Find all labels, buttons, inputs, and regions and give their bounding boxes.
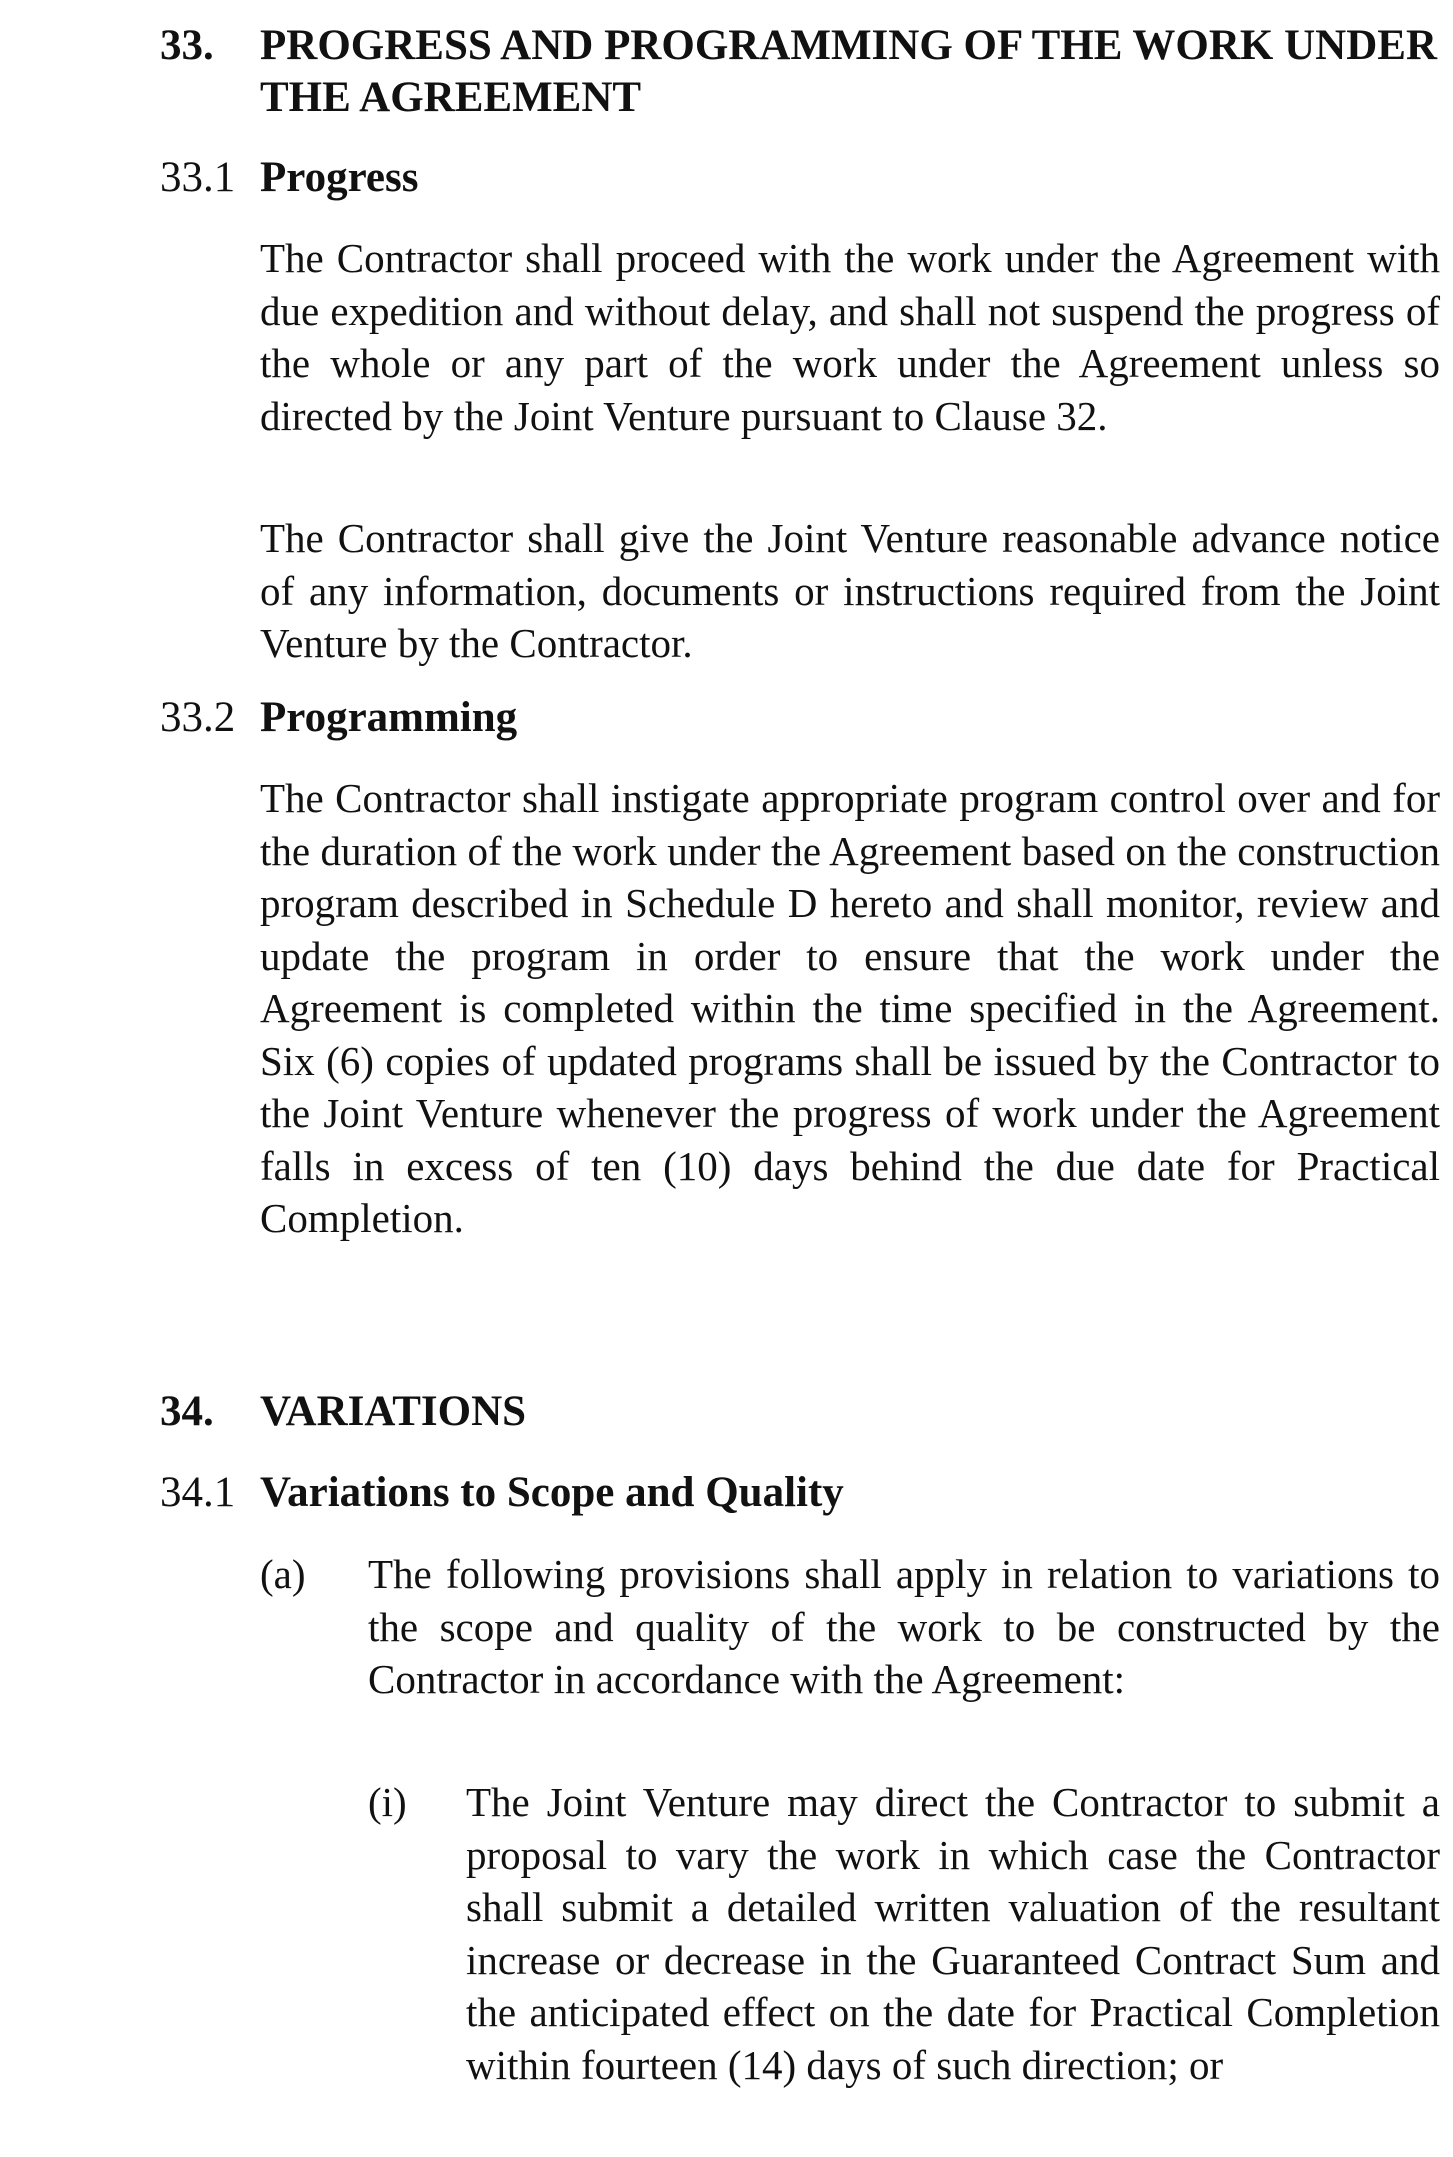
section-33-title: PROGRESS AND PROGRAMMING OF THE WORK UNDER THE AGREEMENT — [260, 22, 1437, 121]
item-a-text: The following provisions shall apply in relation to variations to the scope and quality of the work to be constructed by the Contractor in accordance with the Agreement: — [368, 1551, 1440, 1702]
clause-33-1-paragraph-1: The Contractor shall proceed with the work under the Agreement with due expedition and without delay, and shall not suspend the progress of the whole or any part of the work under the Agreement unless so directed by the Joint Venture pursuant to Clause 32. — [260, 235, 1440, 439]
clause-34-1-title: Variations to Scope and Quality — [260, 1469, 844, 1516]
section-34-number: 34. — [160, 1388, 214, 1435]
section-34-title: VARIATIONS — [260, 1388, 527, 1435]
clause-33-1-title: Progress — [260, 154, 419, 201]
item-a-label: (a) — [260, 1551, 306, 1597]
clause-33-1-number: 33.1 — [160, 154, 236, 201]
clause-33-1-paragraph-2: The Contractor shall give the Joint Venture reasonable advance notice of any information, documents or instructions required from the Joint Venture by the Contractor. — [260, 515, 1440, 666]
item-i-text: The Joint Venture may direct the Contractor to submit a proposal to vary the work in which case the Contractor shall submit a detailed written valuation of the resultant increase or decrease in the Guaranteed Contract Sum and the anticipated effect on the date for Practical Completion within fourteen (14) days of such direction; or — [466, 1779, 1440, 2088]
clause-33-2-title: Programming — [260, 694, 518, 741]
item-i-label: (i) — [368, 1779, 407, 1825]
clause-33-2-number: 33.2 — [160, 694, 236, 741]
section-33-number: 33. — [160, 22, 214, 69]
clause-34-1-number: 34.1 — [160, 1469, 236, 1516]
clause-33-2-paragraph-1: The Contractor shall instigate appropriate program control over and for the duration of the work under the Agreement based on the construction program described in Schedule D hereto and shall monitor, review and update the program in order to ensure that the work under the Agreement is completed within the time specified in the Agreement. Six (6) copies of updated programs shall be issued by the Contractor to the Joint Venture whenever the progress of work under the Agreement falls in excess of ten (10) days behind the due date for Practical Completion. — [260, 775, 1440, 1241]
